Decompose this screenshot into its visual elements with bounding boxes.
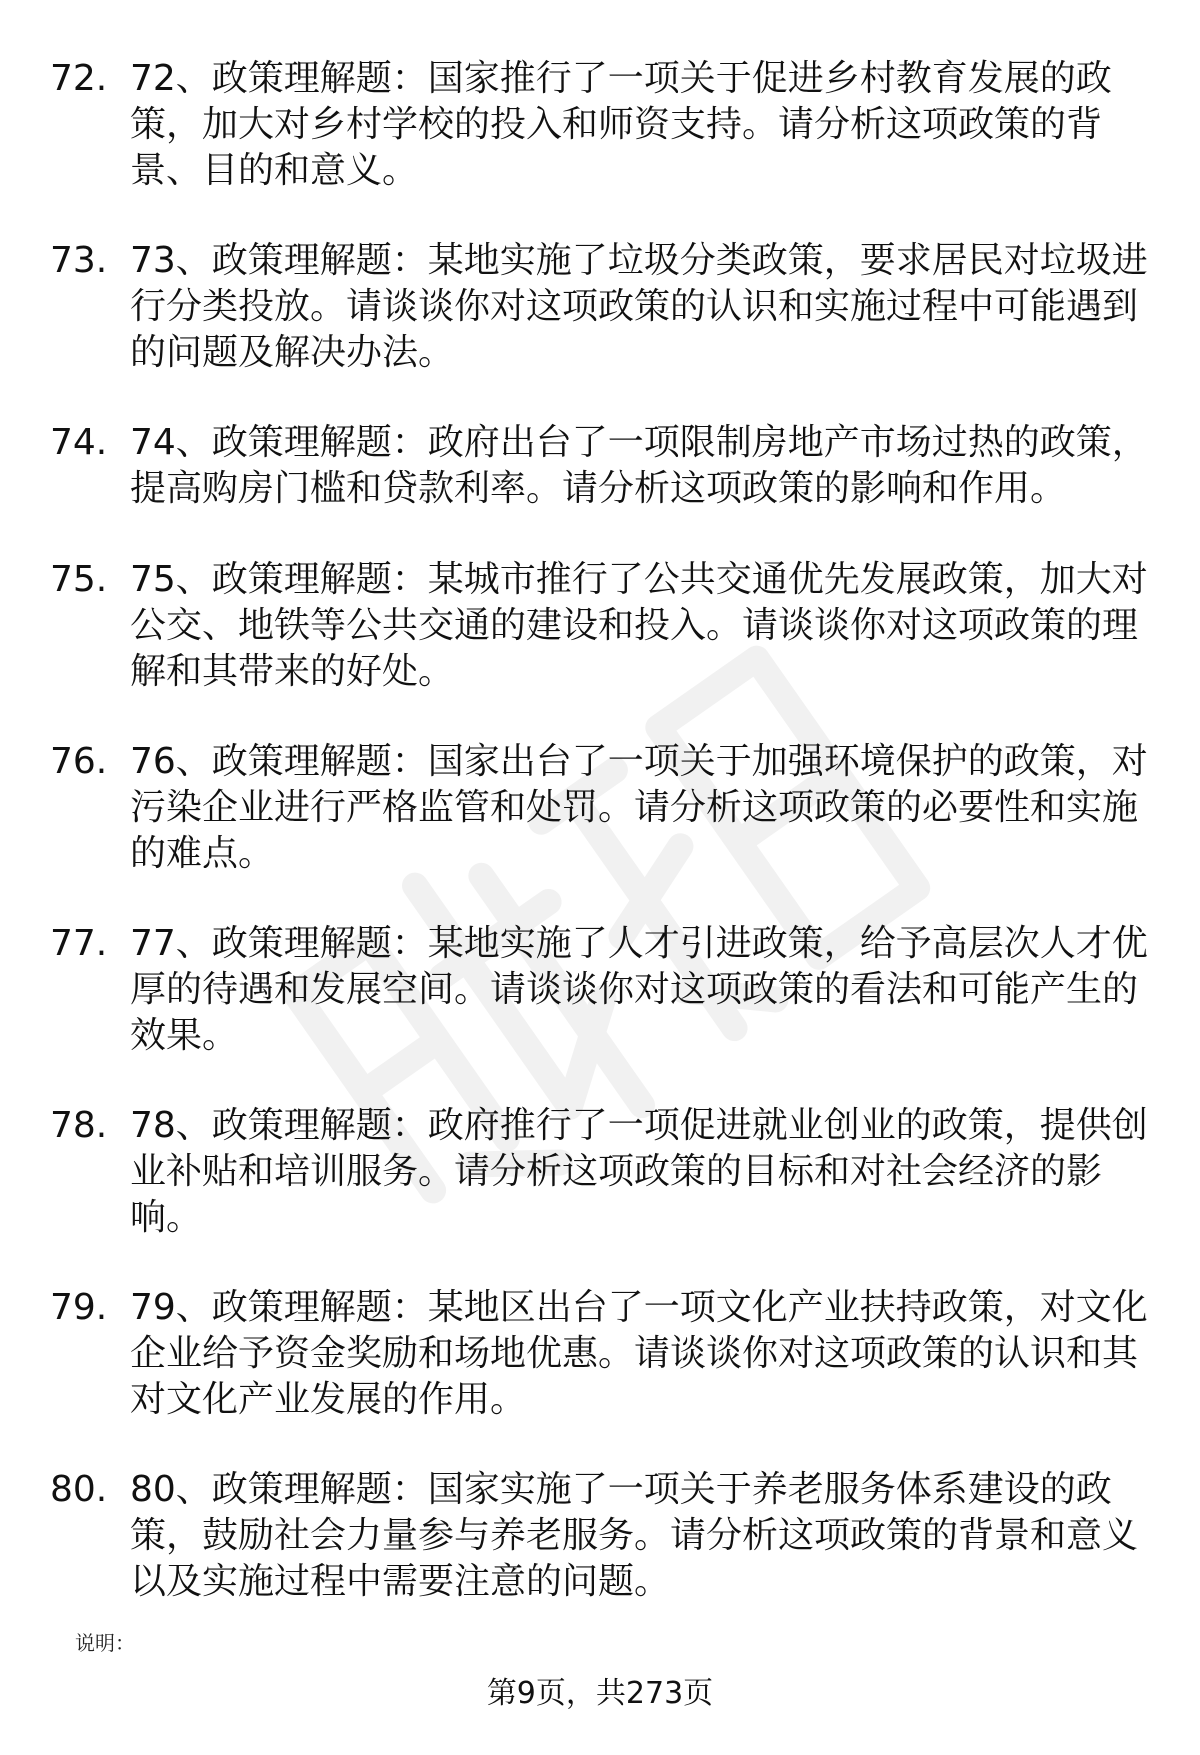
question-text: [130, 557, 1160, 695]
page-number-footer: 第9页，共273页: [486, 1676, 714, 1711]
question-text: [130, 56, 1160, 194]
question-line: 行分类投放。请谈谈你对这项政策的认识和实施过程中可能遇到: [130, 286, 1139, 327]
question-item: [0, 56, 1200, 238]
question-list: [0, 56, 1200, 1649]
question-line: 厚的待遇和发展空间。请谈谈你对这项政策的看法和可能产生的: [130, 969, 1139, 1010]
question-line: 公交、地铁等公共交通的建设和投入。请谈谈你对这项政策的理: [130, 605, 1139, 646]
note-label: 说明：: [75, 1631, 135, 1655]
question-line: 79、政策理解题：某地区出台了一项文化产业扶持政策，对文化: [130, 1287, 1148, 1328]
question-line: 的难点。: [130, 833, 275, 874]
question-number: 75.: [50, 559, 108, 600]
question-text: [130, 739, 1160, 877]
question-line: 景、目的和意义。: [130, 150, 419, 191]
question-line: 策，加大对乡村学校的投入和师资支持。请分析这项政策的背: [130, 104, 1103, 145]
question-line: 73、政策理解题：某地实施了垃圾分类政策，要求居民对垃圾进: [130, 240, 1148, 281]
question-line: 企业给予资金奖励和场地优惠。请谈谈你对这项政策的认识和其: [130, 1333, 1139, 1374]
question-line: 80、政策理解题：国家实施了一项关于养老服务体系建设的政: [130, 1469, 1112, 1510]
question-number: 80.: [50, 1469, 108, 1510]
question-item: [0, 1467, 1200, 1649]
question-item: [0, 739, 1200, 921]
question-text: [130, 1467, 1160, 1605]
question-line: 74、政策理解题：政府出台了一项限制房地产市场过热的政策，: [130, 422, 1148, 463]
question-number: 76.: [50, 741, 108, 782]
question-line: 77、政策理解题：某地实施了人才引进政策，给予高层次人才优: [130, 923, 1148, 964]
question-item: [0, 420, 1200, 557]
question-line: 78、政策理解题：政府推行了一项促进就业创业的政策，提供创: [130, 1105, 1148, 1146]
question-line: 解和其带来的好处。: [130, 651, 455, 692]
question-line: 72、政策理解题：国家推行了一项关于促进乡村教育发展的政: [130, 58, 1112, 99]
question-item: [0, 238, 1200, 420]
question-text: [130, 921, 1160, 1059]
question-number: 74.: [50, 422, 108, 463]
question-line: 对文化产业发展的作用。: [130, 1379, 527, 1420]
question-line: 效果。: [130, 1015, 239, 1056]
question-line: 76、政策理解题：国家出台了一项关于加强环境保护的政策，对: [130, 741, 1148, 782]
question-item: [0, 1285, 1200, 1467]
question-number: 77.: [50, 923, 108, 964]
question-item: [0, 1103, 1200, 1285]
question-number: 72.: [50, 58, 108, 99]
question-line: 以及实施过程中需要注意的问题。: [130, 1561, 671, 1602]
question-line: 污染企业进行严格监管和处罚。请分析这项政策的必要性和实施: [130, 787, 1139, 828]
question-item: [0, 921, 1200, 1103]
question-number: 79.: [50, 1287, 108, 1328]
question-text: [130, 1103, 1160, 1241]
question-number: 73.: [50, 240, 108, 281]
question-line: 策，鼓励社会力量参与养老服务。请分析这项政策的背景和意义: [130, 1515, 1139, 1556]
question-text: [130, 1285, 1160, 1423]
question-line: 响。: [130, 1197, 203, 1238]
question-text: [130, 420, 1160, 512]
question-text: [130, 238, 1160, 376]
question-line: 75、政策理解题：某城市推行了公共交通优先发展政策，加大对: [130, 559, 1148, 600]
question-line: 提高购房门槛和贷款利率。请分析这项政策的影响和作用。: [130, 468, 1067, 509]
question-line: 业补贴和培训服务。请分析这项政策的目标和对社会经济的影: [130, 1151, 1103, 1192]
question-item: [0, 557, 1200, 739]
question-number: 78.: [50, 1105, 108, 1146]
question-line: 的问题及解决办法。: [130, 332, 455, 373]
